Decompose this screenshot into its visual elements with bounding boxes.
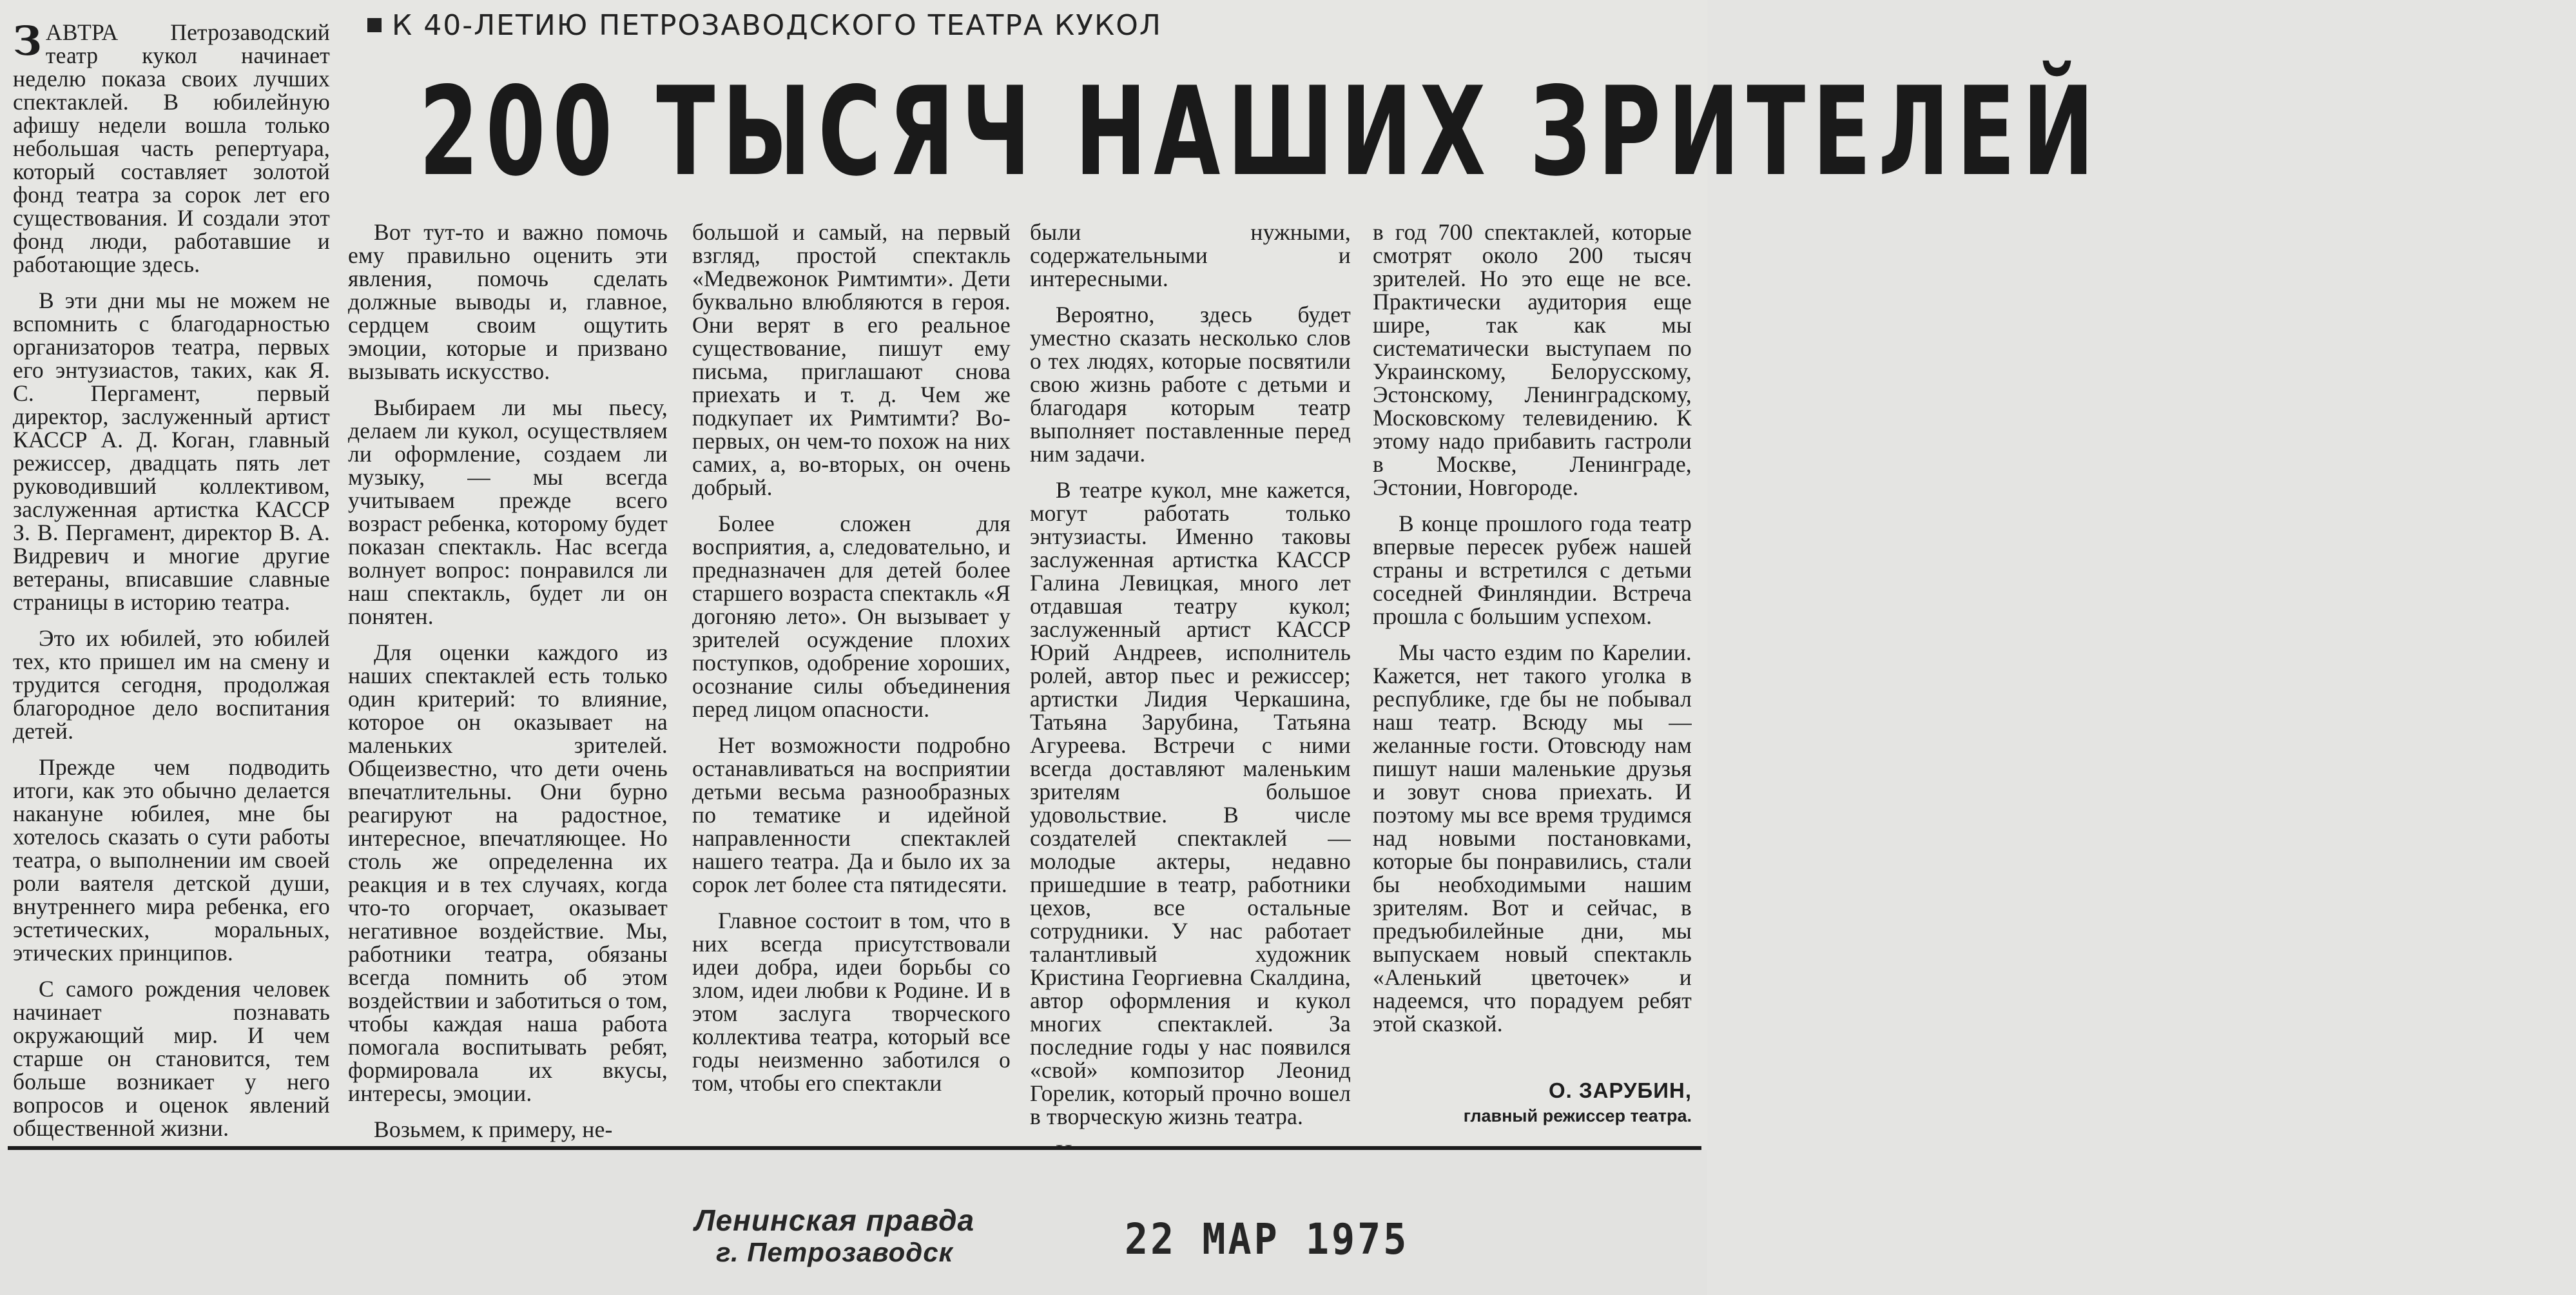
- paragraph: [13, 17, 330, 277]
- article-column-4: [1030, 220, 1351, 1200]
- paragraph: Возьмем, к примеру, не-: [374, 1116, 613, 1142]
- paragraph: Для оценки каждого из наших спектаклей есть только один критерий: то влияние, которое он оказывает на маленьких зрителей. Общеизвестно, что дети очень впечатлительны. Они бурно реагируют на радостное, интересное, впечатляющее. Но столь же определенна их реакция и в тех случаях, когда что-то огорчает, оказывает негативное воздействие. Мы, работники театра, обязаны всегда помнить об этом воздействии и заботиться о том, чтобы каждая наша работа помогала воспитывать ребят, формировала их вкусы, интересы, эмоции.: [348, 639, 668, 1106]
- article-column-1: [13, 17, 330, 1153]
- author-role: главный режиссер театра.: [1463, 1106, 1692, 1125]
- paragraph: Прежде чем подводить итоги, как это обычно делается накануне юбилея, мне бы хотелось сказать о сути работы театра, о выполнении им своей роли ваятеля детской души, внутреннего мира ребенка, его эстетических, моральных, этических принципов.: [13, 754, 330, 966]
- stamp-newspaper: Ленинская правда: [694, 1203, 975, 1237]
- source-stamp: [683, 1204, 986, 1269]
- paragraph: Вероятно, здесь будет уместно сказать несколько слов о тех людях, которые посвятили свою жизнь работе с детьми и благодаря которым театр выполняет поставленные перед ним задачи.: [1030, 302, 1351, 467]
- paragraph: Нет возможности подробно останавливаться на восприятии детьми весьма разнообразных по тематике и идейной направленности спектаклей нашего театра. Да и было их за сорок лет более ста пятидесяти.: [692, 732, 1011, 897]
- author-signature: [1373, 1076, 1692, 1127]
- headline-text: 200 ТЫСЯЧ НАШИХ ЗРИТЕЛЕЙ: [419, 61, 2102, 203]
- rubric: [367, 9, 1162, 42]
- paragraph: В театре кукол, мне кажется, могут работать только энтузиасты. Именно таковы заслуженная артистка КАССР Галина Левицкая, много лет отдавшая театру кукол; заслуженный артист КАССР Юрий Андреев, исполнитель ролей, автор пьес и режиссер; артистки Лидия Черкашина, Татьяна Зарубина, Татьяна Агуреева. Встречи с ними всегда доставляют маленьким зрителям большое удовольствие. В числе создателей спектаклей — молодые актеры, недавно пришедшие в театр, работники цехов, все остальные сотрудники. У нас работает талантливый художник Кристина Георгиевна Скалдина, автор оформления и кукол многих спектаклей. За последние годы у нас появился «свой» композитор Леонид Горелик, который прочно вошел в творческую жизнь театра.: [1030, 477, 1351, 1129]
- paragraph: были нужными, содержательными и интересными.: [1030, 219, 1351, 291]
- paragraph: В эти дни мы не можем не вспомнить с благодарностью организаторов театра, первых его энтузиастов, таких, как Я. С. Пергамент, первый директор, заслуженный артист КАССР А. Д. Коган, главный режиссер, двадцать пять лет руководивший коллективом, заслуженная артистка КАССР З. В. Пергамент, директор В. А. Видревич и многие другие ветераны, вписавшие славные страницы в историю театра.: [13, 287, 330, 615]
- drop-cap: З: [13, 17, 42, 64]
- rubric-text: К 40-ЛЕТИЮ ПЕТРОЗАВОДСКОГО ТЕАТРА КУКОЛ: [392, 9, 1163, 42]
- article-column-5: [1373, 220, 1692, 1048]
- paragraph: Мы часто ездим по Карелии. Кажется, нет такого уголка в республике, где бы не побывал наш театр. Всюду мы — желанные гости. Отовсюду нам пишут наши маленькие друзья и зовут снова приехать. И поэтому мы все время трудимся над новыми постановками, которые бы понравились, стали бы необходимыми нашим зрителям. Вот и сейчас, в предъюбилейные дни, мы выпускаем новый спектакль «Аленький цветочек» и надеемся, что порадуем ребят этой сказкой.: [1373, 639, 1692, 1037]
- paragraph: В конце прошлого года театр впервые пересек рубеж нашей страны и встретился с детьми соседней Финляндии. Встреча прошла с большим успехом.: [1373, 511, 1692, 629]
- paragraph: С самого рождения человек начинает познавать окружающий мир. И чем старше он становится, тем больше возникает у него вопросов и оценок явлений общественной жизни.: [13, 976, 330, 1141]
- article-column-3: [692, 220, 1011, 1107]
- date-stamp: 22 МАР 1975: [1125, 1214, 1409, 1265]
- paragraph: Это их юбилей, это юбилей тех, кто пришел им на смену и трудится сегодня, продолжая благородное дело воспитания детей.: [13, 625, 330, 744]
- headline: [419, 61, 2102, 203]
- author-name: О. ЗАРУБИН,: [1548, 1078, 1692, 1102]
- paragraph: Более сложен для восприятия, а, следовательно, и предназначен для детей более старшего возраста спектакль «Я догоняю лето». Он вызывает у зрителей осуждение плохих поступков, одобрение хороших, осознание силы объединения перед лицом опасности.: [692, 511, 1011, 722]
- paragraph: в год 700 спектаклей, которые смотрят около 200 тысяч зрителей. Но это еще не все. Практически аудитория еще шире, так как мы систематически выступаем по Украинскому, Белорусскому, Эстонскому, Ленинградскому, Московскому телевидению. К этому надо прибавить гастроли в Москве, Ленинграде, Эстонии, Новгороде.: [1373, 219, 1692, 500]
- article-column-2: [348, 220, 668, 1154]
- paragraph: большой и самый, на первый взгляд, простой спектакль «Медвежонок Римтимти». Дети буквально влюбляются в героя. Они верят в его реальное существование, пишут ему письма, приглашают снова приехать и т. д. Чем же подкупает их Римтимти? Во-первых, он чем-то похож на них самих, а, во-вторых, он очень добрый.: [692, 219, 1011, 500]
- paragraph: Выбираем ли мы пьесу, делаем ли кукол, осуществляем ли оформление, создаем ли музыку, — мы всегда учитываем прежде всего возраст ребенка, которому будет показан спектакль. Нас всегда волнует вопрос: понравился ли наш спектакль, будет ли он понятен.: [348, 394, 668, 629]
- stamp-city: г. Петрозаводск: [716, 1237, 953, 1267]
- paragraph: Главное состоит в том, что в них всегда присутствовали идеи добра, идеи борьбы со злом, идеи любви к Родине. И в этом заслуга творческого коллектива театра, который все годы неизменно заботился о том, чтобы его спектакли: [692, 908, 1011, 1096]
- bullet-square-icon: [367, 18, 382, 32]
- paragraph: Вот тут-то и важно помочь ему правильно оценить эти явления, помочь сделать должные выводы и, главное, сердцем своим ощутить эмоции, которые и призвано вызывать искусство.: [348, 219, 668, 384]
- paragraph-text: АВТРА Петрозаводский театр кукол начинает неделю показа своих лучших спектаклей. В юбилейную афишу недели вошла только небольшая часть репертуара, который составляет золотой фонд театра за сорок лет его существования. И создали этот фонд люди, работавшие и работающие здесь.: [13, 19, 330, 277]
